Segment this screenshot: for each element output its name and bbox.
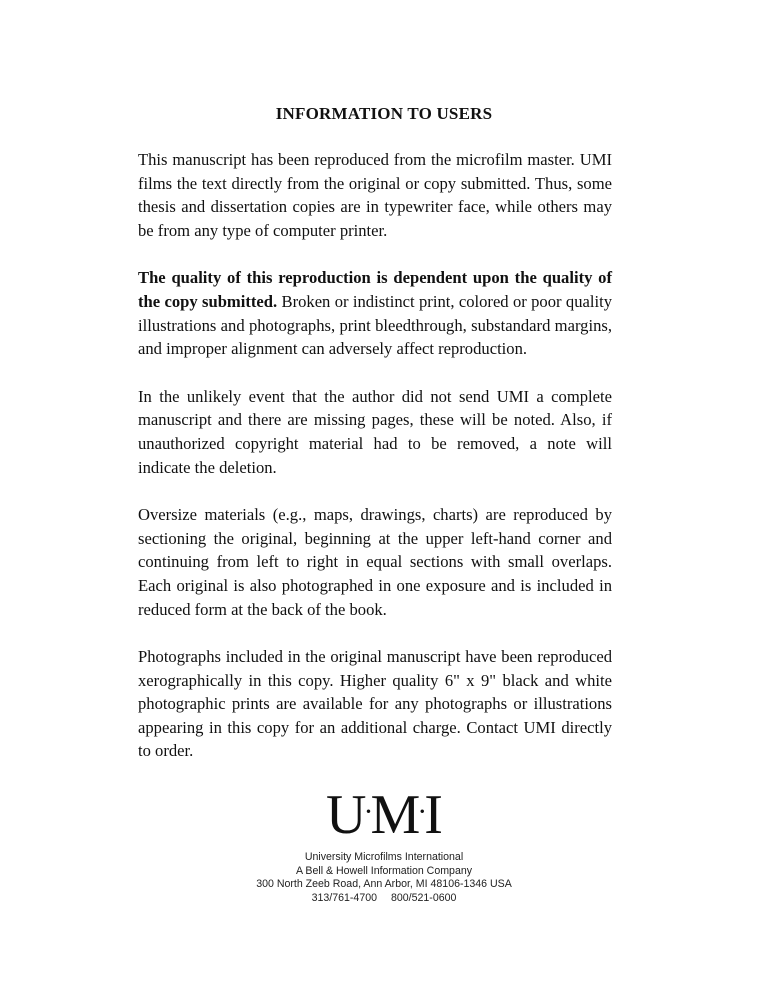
street-address: 300 North Zeeb Road, Ann Arbor, MI 48106-1346 USA: [256, 878, 512, 890]
paragraph-text: Broken or indistinct print, colored or poor quality illustrations and photographs, print bleedthrough, substandard margins, and improper alignment can adversely affect reproduction.: [138, 291, 612, 359]
page-heading: INFORMATION TO USERS: [275, 104, 493, 123]
logo-letter: I: [424, 784, 442, 846]
body-text: [138, 148, 612, 787]
logo-letter: U: [326, 784, 366, 846]
publisher-footer: [0, 784, 768, 905]
paragraph-text: This manuscript has been reproduced from the microfilm master. UMI films the text directly from the original or copy submitted. Thus, some thesis and dissertation copies are in typewriter face, while others may be from any type of computer printer.: [138, 150, 612, 240]
phone-numbers: [0, 892, 768, 906]
company-line: A Bell & Howell Information Company: [295, 864, 473, 877]
paragraph-oversize: [138, 503, 612, 621]
logo-letter: M: [370, 784, 420, 846]
phone-number: 800/521-0600: [391, 891, 457, 904]
logo-separator: ·: [363, 795, 373, 828]
paragraph-text: Photographs included in the original manuscript have been reproduced xerographically in this copy. Higher quality 6" x 9" black and white photographic prints are available for any photographs or illustrations appearing in this copy for an additional charge. Contact UMI directly to order.: [138, 647, 612, 761]
paragraph-missing-pages: [138, 385, 612, 479]
publisher-address-block: [0, 851, 768, 905]
paragraph-photographs: [138, 645, 612, 763]
paragraph-text: In the unlikely event that the author did not send UMI a complete manuscript and there are missing pages, these will be noted. Also, if unauthorized copyright material had to be removed, a note will indicate the deletion.: [138, 386, 612, 477]
umi-logo: [0, 784, 768, 846]
paragraph-microfilm: [138, 148, 612, 242]
paragraph-text: Oversize materials (e.g., maps, drawings, charts) are reproduced by sectioning the original, beginning at the upper left-hand corner and continuing from left to right in equal sections with small overlaps. Each original is also photographed in one exposure and is included in reduced form at the back of the book.: [138, 505, 612, 619]
paragraph-quality: [138, 266, 612, 360]
phone-number: 313/761-4700: [311, 891, 377, 904]
logo-separator: ·: [417, 795, 427, 828]
organization-name: University Microfilms International: [304, 851, 464, 863]
paragraph-lead: The quality of this reproduction is dependent upon the quality of the copy submitted.: [138, 268, 612, 311]
